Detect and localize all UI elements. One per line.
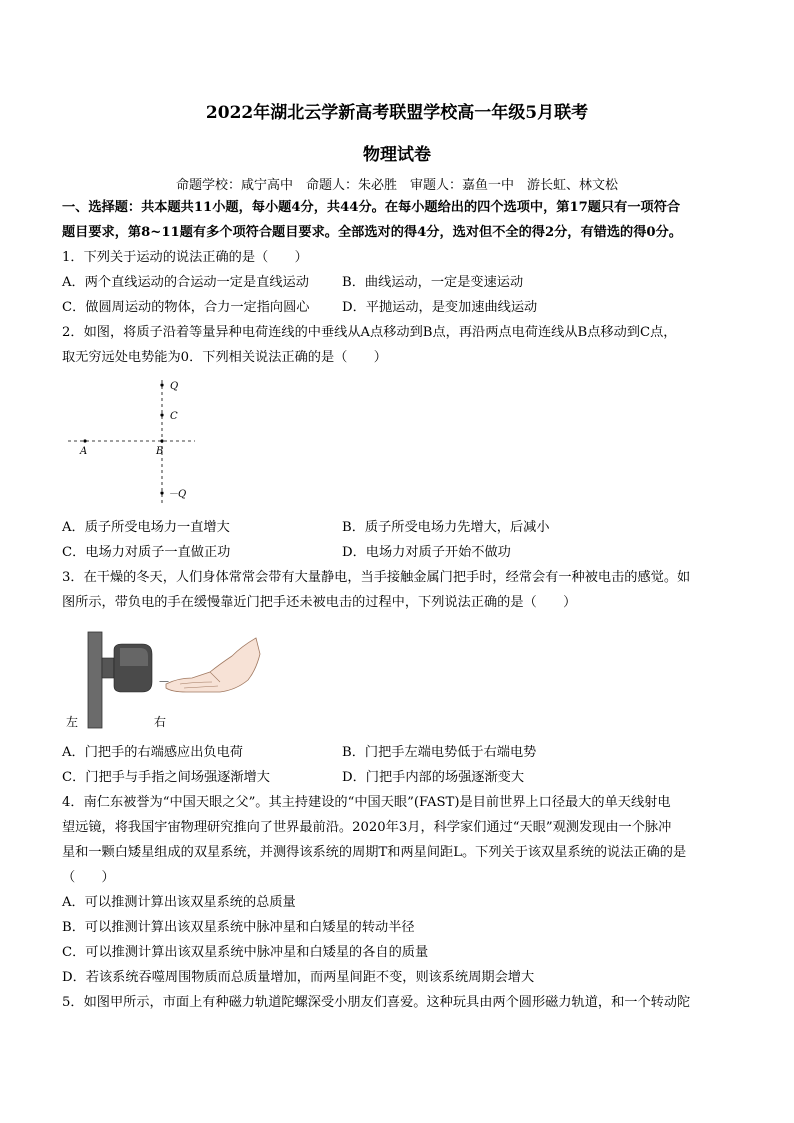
q2-charge-figure bbox=[60, 375, 210, 510]
section-instructions-line2: 题目要求，第8~11题有多个项符合题目要求。全部选对的得4分，选对但不全的得2分，有错选的得0分。 bbox=[62, 225, 682, 240]
q2-stem-line1: 2．如图，将质子沿着等量异种电荷连线的中垂线从A点移动到B点，再沿两点电荷连线从B点移动到C点， bbox=[62, 325, 677, 340]
q3-option-d: D．门把手内部的场强逐渐变大 bbox=[342, 770, 525, 785]
q4-option-b: B．可以推测计算出该双星系统中脉冲星和白矮星的转动半径 bbox=[62, 920, 415, 935]
q2-stem-line2: 取无穷远处电势能为0．下列相关说法正确的是（ ） bbox=[62, 350, 387, 365]
exam-subject: 物理试卷 bbox=[363, 145, 431, 165]
left-label: 左 bbox=[66, 715, 79, 729]
door-panel bbox=[88, 632, 102, 728]
exam-title: 2022年湖北云学新高考联盟学校高一年级5月联考 bbox=[205, 103, 589, 123]
q4-stem-line3: 星和一颗白矮星组成的双星系统，并测得该系统的周期T和两星间距L。下列关于该双星系统的说法正确的是 bbox=[62, 845, 687, 860]
charge-neg-q-label: －Q bbox=[168, 489, 187, 500]
q3-stem-line1: 3．在干燥的冬天，人们身体常常会带有大量静电，当手接触金属门把手时，经常会有一种被电击的感觉。如 bbox=[62, 570, 691, 585]
point-c-label: C bbox=[170, 411, 178, 422]
q2-option-b: B．质子所受电场力先增大，后减小 bbox=[342, 520, 550, 535]
q1-option-b: B．曲线运动，一定是变速运动 bbox=[342, 275, 524, 290]
q4-option-d: D．若该系统吞噬周围物质而总质量增加，而两星间距不变，则该系统周期会增大 bbox=[62, 970, 535, 985]
q4-stem-line4: （ ） bbox=[62, 870, 115, 885]
q4-option-a: A．可以推测计算出该双星系统的总质量 bbox=[62, 895, 296, 910]
q3-option-a: A．门把手的右端感应出负电荷 bbox=[62, 745, 243, 760]
q4-stem-line2: 望远镜，将我国宇宙物理研究推向了世界最前沿。2020年3月，科学家们通过“天眼”观测发现由一个脉冲 bbox=[62, 820, 672, 835]
q2-option-c: C．电场力对质子一直做正功 bbox=[62, 545, 231, 560]
q1-stem: 1．下列关于运动的说法正确的是（ ） bbox=[62, 250, 308, 265]
q1-option-a: A．两个直线运动的合运动一定是直线运动 bbox=[62, 275, 309, 290]
q3-option-b: B．门把手左端电势低于右端电势 bbox=[342, 745, 537, 760]
section-instructions-line1: 一、选择题：共本题共11小题，每小题4分，共44分。在每小题给出的四个选项中，第17题只有一项符合 bbox=[62, 200, 681, 215]
q2-option-a: A．质子所受电场力一直增大 bbox=[62, 520, 230, 535]
q1-option-c: C．做圆周运动的物体，合力一定指向圆心 bbox=[62, 300, 310, 315]
q4-option-c: C．可以推测计算出该双星系统中脉冲星和白矮星的各自的质量 bbox=[62, 945, 429, 960]
handle-shaft bbox=[102, 658, 114, 678]
q5-stem-line1: 5．如图甲所示，市面上有种磁力轨道陀螺深受小朋友们喜爱。这种玩具由两个圆形磁力轨道，和一个转动陀 bbox=[62, 995, 691, 1010]
q2-option-d: D．电场力对质子开始不做功 bbox=[342, 545, 511, 560]
right-label: 右 bbox=[154, 715, 167, 729]
q4-stem-line1: 4．南仁东被誉为“中国天眼之父”。其主持建设的“中国天眼”(FAST)是目前世界上口径最大的单天线射电 bbox=[62, 795, 671, 810]
q3-door-handle-figure bbox=[60, 620, 270, 735]
point-a-label: A bbox=[80, 446, 88, 457]
point-b-label: B bbox=[156, 446, 164, 457]
negative-charge-sign: － bbox=[158, 675, 171, 689]
charge-q-label: Q bbox=[170, 381, 179, 392]
exam-meta: 命题学校：咸宁高中 命题人：朱必胜 审题人：嘉鱼一中 游长虹、林文松 bbox=[175, 178, 618, 193]
q3-stem-line2: 图所示，带负电的手在缓慢靠近门把手还未被电击的过程中，下列说法正确的是（ ） bbox=[62, 595, 577, 610]
q1-option-d: D．平抛运动，是变加速曲线运动 bbox=[342, 300, 538, 315]
q3-option-c: C．门把手与手指之间场强逐渐增大 bbox=[62, 770, 270, 785]
